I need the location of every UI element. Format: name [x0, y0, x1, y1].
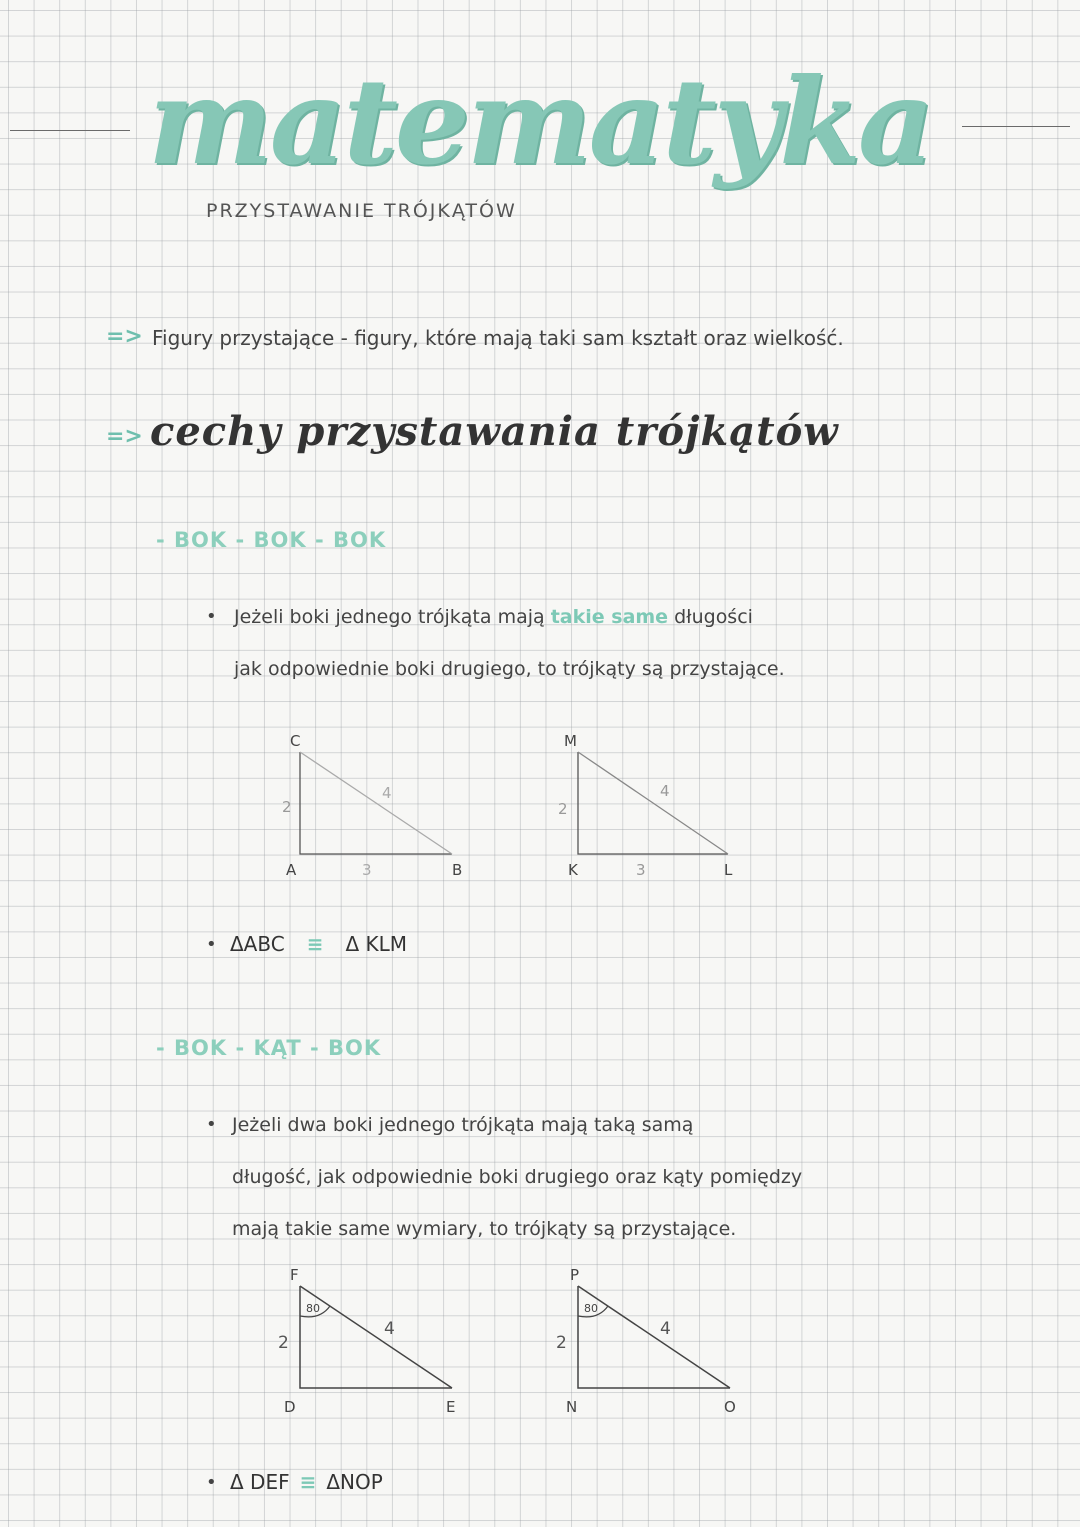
arrow-icon: =>: [106, 424, 143, 449]
triangle-abc-hypotenuse: [300, 752, 452, 854]
side-label-kl: 3: [636, 861, 646, 879]
triangle-def: [270, 1262, 470, 1424]
rule-sss-heading: - BOK - BOK - BOK: [156, 528, 387, 552]
rule-sas-text-line-3: mają takie same wymiary, to trójkąty są przystające.: [232, 1218, 737, 1240]
side-label-ac: 2: [282, 798, 292, 816]
congruence-abc-klm: ΔABC ≡ Δ KLM: [230, 932, 408, 956]
vertex-label-d: D: [284, 1398, 296, 1416]
rule-sas-heading: - BOK - KĄT - BOK: [156, 1036, 382, 1060]
triangle-klm: [550, 730, 750, 890]
rule-sss-text-line-2: jak odpowiednie boki drugiego, to trójkąty są przystające.: [234, 658, 785, 680]
vertex-label-p: P: [570, 1266, 580, 1284]
triangle-nop: [550, 1262, 750, 1424]
title-left-rule: [10, 130, 130, 131]
bullet-icon: •: [206, 934, 217, 955]
vertex-label-c: C: [290, 732, 301, 750]
congruence-symbol: ≡: [306, 932, 324, 956]
page-subtitle: PRZYSTAWANIE TRÓJKĄTÓW: [206, 200, 517, 222]
triangle-abc: [270, 730, 470, 890]
bullet-icon: •: [206, 606, 217, 627]
arrow-icon: =>: [106, 324, 143, 349]
congruence-symbol: ≡: [299, 1470, 317, 1494]
vertex-label-o: O: [724, 1398, 736, 1416]
side-label-df: 2: [278, 1333, 289, 1353]
side-label-po: 4: [660, 1319, 671, 1339]
title-right-rule: [962, 126, 1070, 127]
side-label-ab: 3: [362, 861, 372, 879]
section-heading: cechy przystawania trójkątów: [150, 408, 839, 455]
rule-sas-text-line-1: Jeżeli dwa boki jednego trójkąta mają taką samą: [232, 1114, 694, 1136]
definition-text: Figury przystające - figury, które mają taki sam kształt oraz wielkość.: [152, 326, 844, 350]
congruence-def-nop: Δ DEF ≡ ΔNOP: [230, 1470, 383, 1494]
triangle-nop-hypotenuse: [578, 1286, 730, 1388]
side-label-cb: 4: [382, 784, 392, 802]
side-label-fe: 4: [384, 1319, 395, 1339]
vertex-label-l: L: [724, 861, 733, 879]
vertex-label-n: N: [566, 1398, 578, 1416]
triangle-def-hypotenuse: [300, 1286, 452, 1388]
vertex-label-m: M: [564, 732, 577, 750]
side-label-np: 2: [556, 1333, 567, 1353]
vertex-label-a: A: [286, 861, 297, 879]
highlight-text: takie same: [550, 606, 669, 628]
vertex-label-f: F: [290, 1266, 299, 1284]
vertex-label-e: E: [446, 1398, 456, 1416]
vertex-label-k: K: [568, 861, 578, 879]
side-label-ml: 4: [660, 782, 670, 800]
angle-label-f: 80: [306, 1302, 320, 1315]
rule-sas-text-line-2: długość, jak odpowiednie boki drugiego oraz kąty pomiędzy: [232, 1166, 803, 1188]
vertex-label-b: B: [452, 861, 463, 879]
triangle-klm-hypotenuse: [578, 752, 728, 854]
bullet-icon: •: [206, 1114, 217, 1135]
page-title: matematyka: [148, 52, 932, 191]
rule-sss-text-line-1: Jeżeli boki jednego trójkąta mają takie same długości: [234, 606, 753, 628]
side-label-km: 2: [558, 800, 568, 818]
angle-label-p: 80: [584, 1302, 598, 1315]
bullet-icon: •: [206, 1472, 217, 1493]
